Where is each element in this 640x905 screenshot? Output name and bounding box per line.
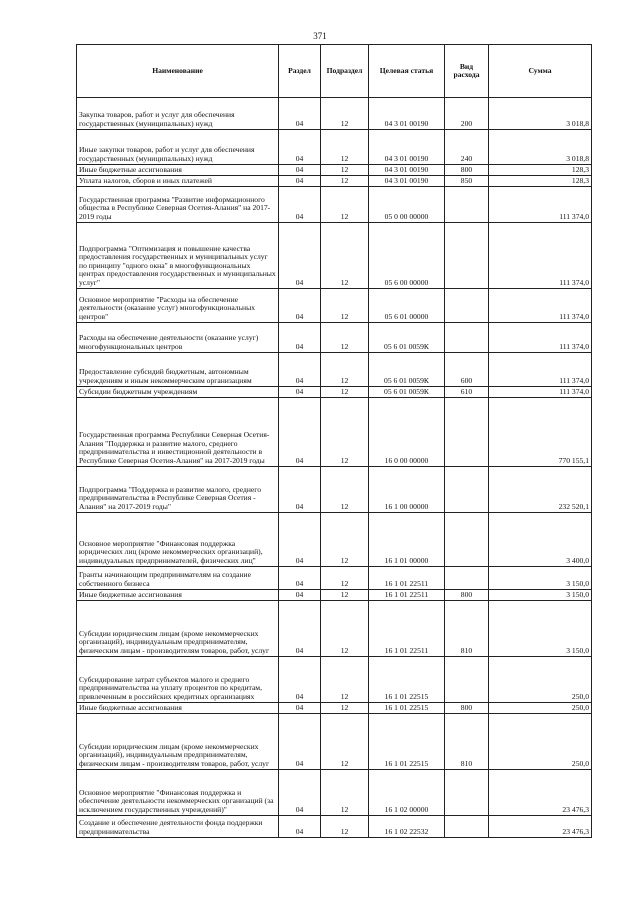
row-subsection: 12 — [321, 467, 369, 513]
row-type: 610 — [445, 387, 489, 398]
row-target: 04 3 01 00190 — [369, 130, 445, 165]
table-row — [77, 590, 592, 601]
row-subsection: 12 — [321, 176, 369, 187]
row-name: Закупка товаров, работ и услуг для обеспечения государственных (муниципальных) нужд — [77, 98, 279, 130]
row-section: 04 — [279, 513, 321, 567]
row-section: 04 — [279, 398, 321, 467]
row-section: 04 — [279, 703, 321, 714]
page-number: 371 — [313, 31, 327, 41]
row-section: 04 — [279, 387, 321, 398]
row-type — [445, 187, 489, 223]
row-type — [445, 513, 489, 567]
row-amount: 232 520,1 — [489, 467, 592, 513]
table-row — [77, 187, 592, 223]
row-amount: 3 150,0 — [489, 567, 592, 590]
row-amount: 250,0 — [489, 714, 592, 770]
row-amount: 111 374,0 — [489, 353, 592, 387]
header-subsection: Подраздел — [321, 45, 369, 98]
row-target: 16 1 01 22511 — [369, 567, 445, 590]
table-row — [77, 816, 592, 838]
row-name: Предоставление субсидий бюджетным, автономным учреждениям и иным некоммерческим организациям — [77, 353, 279, 387]
row-name: Основное мероприятие "Финансовая поддержка и обеспечение деятельности некоммерческих организаций (за исключением государственных учреждений)" — [77, 770, 279, 816]
row-name: Иные закупки товаров, работ и услуг для обеспечения государственных (муниципальных) нужд — [77, 130, 279, 165]
row-type: 810 — [445, 601, 489, 657]
row-subsection: 12 — [321, 714, 369, 770]
header-section: Раздел — [279, 45, 321, 98]
row-target: 16 1 02 00000 — [369, 770, 445, 816]
row-type — [445, 323, 489, 353]
table-row — [77, 467, 592, 513]
row-section: 04 — [279, 467, 321, 513]
row-section: 04 — [279, 567, 321, 590]
row-target: 16 1 00 00000 — [369, 467, 445, 513]
row-name: Государственная программа "Развитие информационного общества в Республике Северная Осетия-Алания" на 2017-2019 годы — [77, 187, 279, 223]
row-amount: 250,0 — [489, 657, 592, 703]
row-type: 600 — [445, 353, 489, 387]
row-subsection: 12 — [321, 98, 369, 130]
row-amount: 3 150,0 — [489, 601, 592, 657]
table-row — [77, 398, 592, 467]
row-target: 05 6 01 0059К — [369, 353, 445, 387]
row-amount: 3 150,0 — [489, 590, 592, 601]
row-name: Субсидии юридическим лицам (кроме некоммерческих организаций), индивидуальным предпринимателям, физическим лицам - производителям товаров, работ, услуг — [77, 714, 279, 770]
row-subsection: 12 — [321, 165, 369, 176]
row-target: 05 6 01 0059К — [369, 387, 445, 398]
row-target: 16 1 01 22515 — [369, 714, 445, 770]
row-amount: 128,3 — [489, 176, 592, 187]
row-amount: 111 374,0 — [489, 323, 592, 353]
row-section: 04 — [279, 353, 321, 387]
row-subsection: 12 — [321, 353, 369, 387]
row-section: 04 — [279, 323, 321, 353]
row-section: 04 — [279, 590, 321, 601]
row-type — [445, 657, 489, 703]
row-section: 04 — [279, 98, 321, 130]
row-section: 04 — [279, 714, 321, 770]
row-section: 04 — [279, 130, 321, 165]
row-amount: 770 155,1 — [489, 398, 592, 467]
row-target: 16 1 01 22515 — [369, 657, 445, 703]
row-target: 16 1 01 22515 — [369, 703, 445, 714]
row-name: Субсидии бюджетным учреждениям — [77, 387, 279, 398]
header-expense-type: Вид расхода — [445, 45, 489, 98]
row-target: 04 3 01 00190 — [369, 176, 445, 187]
row-name: Подпрограмма "Оптимизация и повышение качества предоставления государственных и муниципальных услуг по принципу "одного окна" в многофункциональных центрах предоставления государственных и муниципальных услуг" — [77, 223, 279, 289]
table-row — [77, 601, 592, 657]
table-row — [77, 165, 592, 176]
row-type: 240 — [445, 130, 489, 165]
row-type — [445, 467, 489, 513]
row-type: 200 — [445, 98, 489, 130]
row-amount: 3 018,8 — [489, 98, 592, 130]
row-amount: 23 476,3 — [489, 770, 592, 816]
row-name: Гранты начинающим предпринимателям на создание собственного бизнеса — [77, 567, 279, 590]
row-subsection: 12 — [321, 567, 369, 590]
row-subsection: 12 — [321, 187, 369, 223]
table-row — [77, 703, 592, 714]
row-section: 04 — [279, 165, 321, 176]
row-amount: 111 374,0 — [489, 187, 592, 223]
row-amount: 111 374,0 — [489, 223, 592, 289]
row-name: Иные бюджетные ассигнования — [77, 703, 279, 714]
row-amount: 250,0 — [489, 703, 592, 714]
row-target: 05 6 01 0059К — [369, 323, 445, 353]
row-subsection: 12 — [321, 223, 369, 289]
row-subsection: 12 — [321, 770, 369, 816]
table-row — [77, 513, 592, 567]
row-name: Уплата налогов, сборов и иных платежей — [77, 176, 279, 187]
row-type — [445, 816, 489, 838]
row-name: Субсидии юридическим лицам (кроме некоммерческих организаций), индивидуальным предпринимателям, физическим лицам - производителям товаров, работ, услуг — [77, 601, 279, 657]
row-subsection: 12 — [321, 816, 369, 838]
table-row — [77, 98, 592, 130]
row-amount: 111 374,0 — [489, 387, 592, 398]
row-target: 16 1 02 22532 — [369, 816, 445, 838]
table-row — [77, 714, 592, 770]
row-type: 800 — [445, 165, 489, 176]
row-section: 04 — [279, 770, 321, 816]
row-amount: 128,3 — [489, 165, 592, 176]
row-name: Создание и обеспечение деятельности фонда поддержки предпринимательства — [77, 816, 279, 838]
row-subsection: 12 — [321, 387, 369, 398]
row-section: 04 — [279, 601, 321, 657]
table-row — [77, 323, 592, 353]
row-type — [445, 289, 489, 323]
row-target: 04 3 01 00190 — [369, 98, 445, 130]
row-subsection: 12 — [321, 601, 369, 657]
table-row — [77, 176, 592, 187]
header-name: Наименование — [77, 45, 279, 98]
table-row — [77, 770, 592, 816]
table-row — [77, 567, 592, 590]
row-target: 16 1 01 22511 — [369, 601, 445, 657]
row-type: 810 — [445, 714, 489, 770]
table-row — [77, 130, 592, 165]
table-row — [77, 223, 592, 289]
row-type: 800 — [445, 590, 489, 601]
row-target: 04 3 01 00190 — [369, 165, 445, 176]
row-name: Основное мероприятие "Финансовая поддержка юридических лиц (кроме некоммерческих организаций), индивидуальных предпринимателей, физических лиц" — [77, 513, 279, 567]
table-row — [77, 387, 592, 398]
row-section: 04 — [279, 223, 321, 289]
row-section: 04 — [279, 187, 321, 223]
row-name: Иные бюджетные ассигнования — [77, 165, 279, 176]
row-subsection: 12 — [321, 590, 369, 601]
row-target: 05 0 00 00000 — [369, 187, 445, 223]
budget-table — [76, 44, 592, 838]
row-subsection: 12 — [321, 703, 369, 714]
row-amount: 111 374,0 — [489, 289, 592, 323]
row-section: 04 — [279, 816, 321, 838]
row-subsection: 12 — [321, 657, 369, 703]
row-amount: 23 476,3 — [489, 816, 592, 838]
row-target: 05 6 00 00000 — [369, 223, 445, 289]
table-row — [77, 289, 592, 323]
row-name: Подпрограмма "Поддержка и развитие малого, среднего предпринимательства в Республике Северная Осетия - Алания" на 2017-2019 годы" — [77, 467, 279, 513]
row-name: Государственная программа Республики Северная Осетия-Алания "Поддержка и развитие малого, среднего предпринимательства и инвестиционной деятельности в Республике Северная Осетия-Алания" на 2017-2019 годы — [77, 398, 279, 467]
row-target: 16 1 01 22511 — [369, 590, 445, 601]
row-name: Расходы на обеспечение деятельности (оказание услуг) многофункциональных центров — [77, 323, 279, 353]
row-type: 850 — [445, 176, 489, 187]
row-type — [445, 398, 489, 467]
row-amount: 3 018,8 — [489, 130, 592, 165]
row-type — [445, 567, 489, 590]
header-amount: Сумма — [489, 45, 592, 98]
row-target: 16 1 01 00000 — [369, 513, 445, 567]
row-section: 04 — [279, 289, 321, 323]
row-name: Иные бюджетные ассигнования — [77, 590, 279, 601]
row-subsection: 12 — [321, 513, 369, 567]
row-subsection: 12 — [321, 130, 369, 165]
row-type — [445, 770, 489, 816]
row-target: 05 6 01 00000 — [369, 289, 445, 323]
row-name: Основное мероприятие "Расходы на обеспечение деятельности (оказание услуг) многофункциональных центров" — [77, 289, 279, 323]
table-row — [77, 657, 592, 703]
header-target: Целевая статья — [369, 45, 445, 98]
table-row — [77, 353, 592, 387]
row-subsection: 12 — [321, 289, 369, 323]
row-amount: 3 400,0 — [489, 513, 592, 567]
row-name: Субсидирование затрат субъектов малого и среднего предпринимательства на уплату процентов по кредитам, привлеченным в российских кредитных организациях — [77, 657, 279, 703]
row-section: 04 — [279, 657, 321, 703]
table-header-row — [77, 45, 592, 98]
row-target: 16 0 00 00000 — [369, 398, 445, 467]
row-type — [445, 223, 489, 289]
row-subsection: 12 — [321, 398, 369, 467]
row-section: 04 — [279, 176, 321, 187]
row-subsection: 12 — [321, 323, 369, 353]
row-type: 800 — [445, 703, 489, 714]
